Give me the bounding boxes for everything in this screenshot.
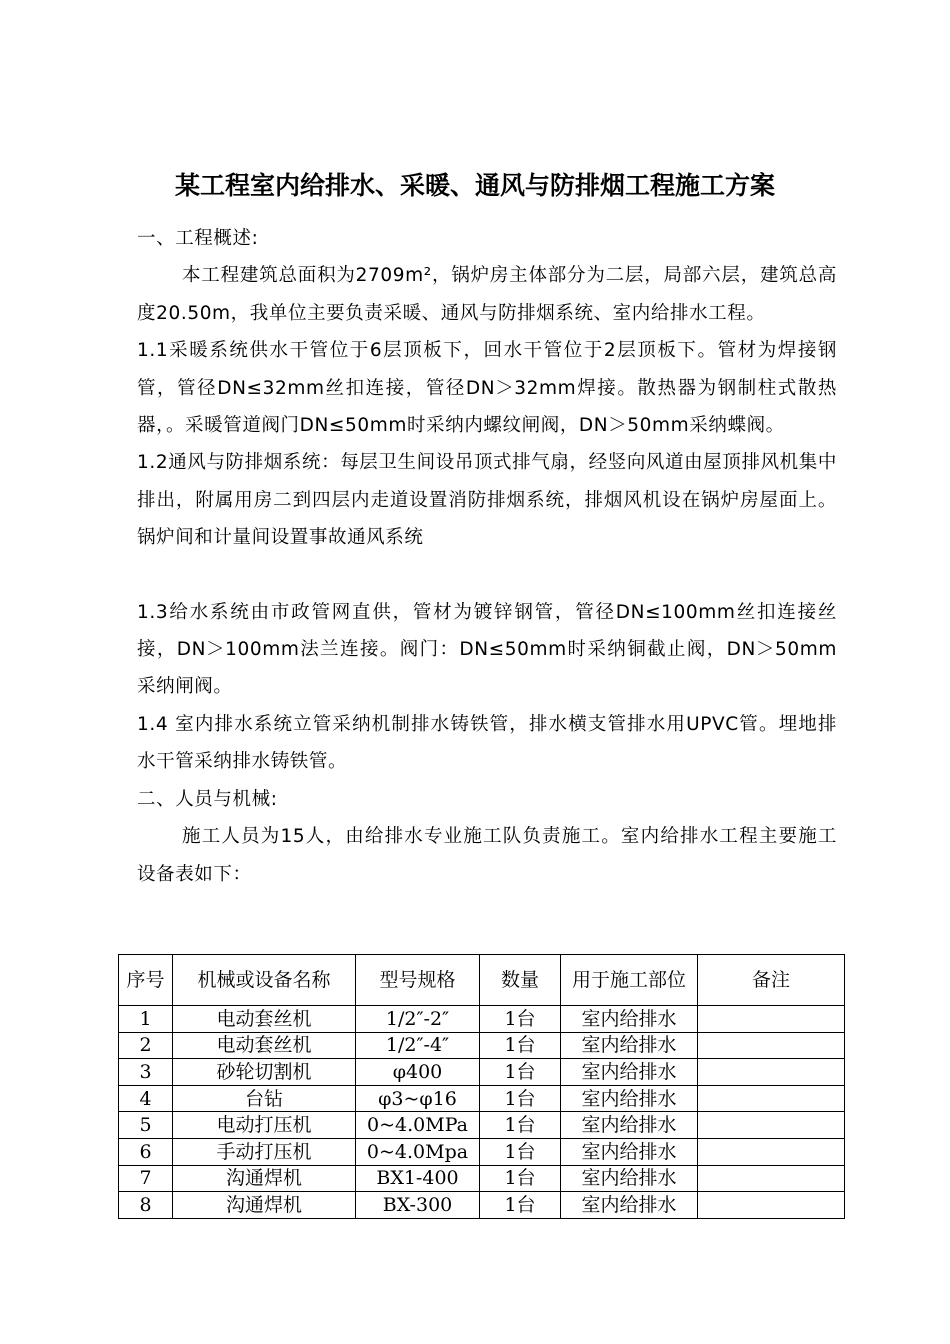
table-row xyxy=(119,1085,845,1112)
document-title: 某工程室内给排水、采暖、通风与防排烟工程施工方案 xyxy=(174,171,775,200)
table-row xyxy=(119,1006,845,1033)
header-index: 序号 xyxy=(119,955,173,1006)
cell-index: 3 xyxy=(119,1059,173,1086)
cell-quantity: 1台 xyxy=(480,1006,561,1033)
cell-index: 5 xyxy=(119,1112,173,1139)
table-row xyxy=(119,1192,845,1219)
cell-equipment-name: 砂轮切割机 xyxy=(173,1059,356,1086)
cell-equipment-name: 手动打压机 xyxy=(173,1138,356,1165)
cell-quantity: 1台 xyxy=(480,1138,561,1165)
header-remarks: 备注 xyxy=(698,955,845,1006)
cell-remarks xyxy=(698,1112,845,1139)
paragraph-1-3: 1.3给水系统由市政管网直供，管材为镀锌钢管，管径DN≤100mm丝扣连接丝接，DN＞100mm法兰连接。阀门：DN≤50mm时采纳铜截止阀，DN＞50mm采纳闸阀。 xyxy=(137,601,837,698)
cell-model-spec: BX1-400 xyxy=(356,1165,480,1192)
equipment-table-wrapper xyxy=(118,954,838,1219)
cell-model-spec: 0~4.0MPa xyxy=(356,1112,480,1139)
paragraph-1-1: 1.1采暖系统供水干管位于6层顶板下，回水干管位于2层顶板下。管材为焊接钢管，管径DN≤32mm丝扣连接，管径DN＞32mm焊接。散热器为钢制柱式散热器，。采暖管道阀门DN≤50mm时采纳内螺纹闸阀，DN＞50mm采纳蝶阀。 xyxy=(137,340,837,437)
cell-quantity: 1台 xyxy=(480,1165,561,1192)
cell-model-spec: φ400 xyxy=(356,1059,480,1086)
header-usage-location: 用于施工部位 xyxy=(561,955,698,1006)
table-row xyxy=(119,1112,845,1139)
cell-remarks xyxy=(698,1192,845,1219)
paragraph-1-2: 1.2通风与防排烟系统：每层卫生间设吊顶式排气扇，经竖向风道由屋顶排风机集中排出，附属用房二到四层内走道设置消防排烟系统，排烟风机设在锅炉房屋面上。锅炉间和计量间设置事故通风系统 xyxy=(137,452,837,549)
cell-usage-location: 室内给排水 xyxy=(561,1165,698,1192)
cell-model-spec: 1/2″-2″ xyxy=(356,1006,480,1033)
equipment-table xyxy=(118,954,845,1219)
cell-quantity: 1台 xyxy=(480,1032,561,1059)
cell-model-spec: 0~4.0Mpa xyxy=(356,1138,480,1165)
cell-usage-location: 室内给排水 xyxy=(561,1192,698,1219)
section-heading-personnel: 二、人员与机械: xyxy=(137,788,278,810)
cell-usage-location: 室内给排水 xyxy=(561,1138,698,1165)
cell-quantity: 1台 xyxy=(480,1059,561,1086)
cell-remarks xyxy=(698,1006,845,1033)
cell-usage-location: 室内给排水 xyxy=(561,1006,698,1033)
cell-model-spec: BX-300 xyxy=(356,1192,480,1219)
cell-equipment-name: 电动套丝机 xyxy=(173,1032,356,1059)
cell-equipment-name: 电动套丝机 xyxy=(173,1006,356,1033)
paragraph-1-4: 1.4 室内排水系统立管采纳机制排水铸铁管，排水横支管排水用UPVC管。埋地排水干管采纳排水铸铁管。 xyxy=(137,713,837,773)
cell-equipment-name: 电动打压机 xyxy=(173,1112,356,1139)
cell-equipment-name: 台钻 xyxy=(173,1085,356,1112)
cell-model-spec: 1/2″-4″ xyxy=(356,1032,480,1059)
table-row xyxy=(119,1032,845,1059)
cell-equipment-name: 沟通焊机 xyxy=(173,1192,356,1219)
cell-remarks xyxy=(698,1165,845,1192)
cell-usage-location: 室内给排水 xyxy=(561,1059,698,1086)
cell-remarks xyxy=(698,1085,845,1112)
document-body xyxy=(137,220,837,893)
cell-index: 1 xyxy=(119,1006,173,1033)
cell-quantity: 1台 xyxy=(480,1192,561,1219)
cell-equipment-name: 沟通焊机 xyxy=(173,1165,356,1192)
cell-index: 4 xyxy=(119,1085,173,1112)
table-row xyxy=(119,1138,845,1165)
paragraph-overview: 本工程建筑总面积为2709m²，锅炉房主体部分为二层，局部六层，建筑总高度20.50m，我单位主要负责采暖、通风与防排烟系统、室内给排水工程。 xyxy=(137,265,837,324)
cell-index: 2 xyxy=(119,1032,173,1059)
cell-index: 7 xyxy=(119,1165,173,1192)
cell-quantity: 1台 xyxy=(480,1112,561,1139)
header-quantity: 数量 xyxy=(480,955,561,1006)
table-row xyxy=(119,1165,845,1192)
section-heading-overview: 一、工程概述: xyxy=(137,228,259,249)
cell-remarks xyxy=(698,1059,845,1086)
cell-index: 8 xyxy=(119,1192,173,1219)
cell-remarks xyxy=(698,1138,845,1165)
header-model-spec: 型号规格 xyxy=(356,955,480,1006)
table-header-row xyxy=(119,955,845,1006)
paragraph-personnel: 施工人员为15人，由给排水专业施工队负责施工。室内给排水工程主要施工设备表如下： xyxy=(137,826,837,885)
cell-quantity: 1台 xyxy=(480,1085,561,1112)
cell-model-spec: φ3~φ16 xyxy=(356,1085,480,1112)
cell-remarks xyxy=(698,1032,845,1059)
cell-usage-location: 室内给排水 xyxy=(561,1032,698,1059)
cell-usage-location: 室内给排水 xyxy=(561,1085,698,1112)
header-equipment-name: 机械或设备名称 xyxy=(173,955,356,1006)
cell-index: 6 xyxy=(119,1138,173,1165)
cell-usage-location: 室内给排水 xyxy=(561,1112,698,1139)
table-row xyxy=(119,1059,845,1086)
